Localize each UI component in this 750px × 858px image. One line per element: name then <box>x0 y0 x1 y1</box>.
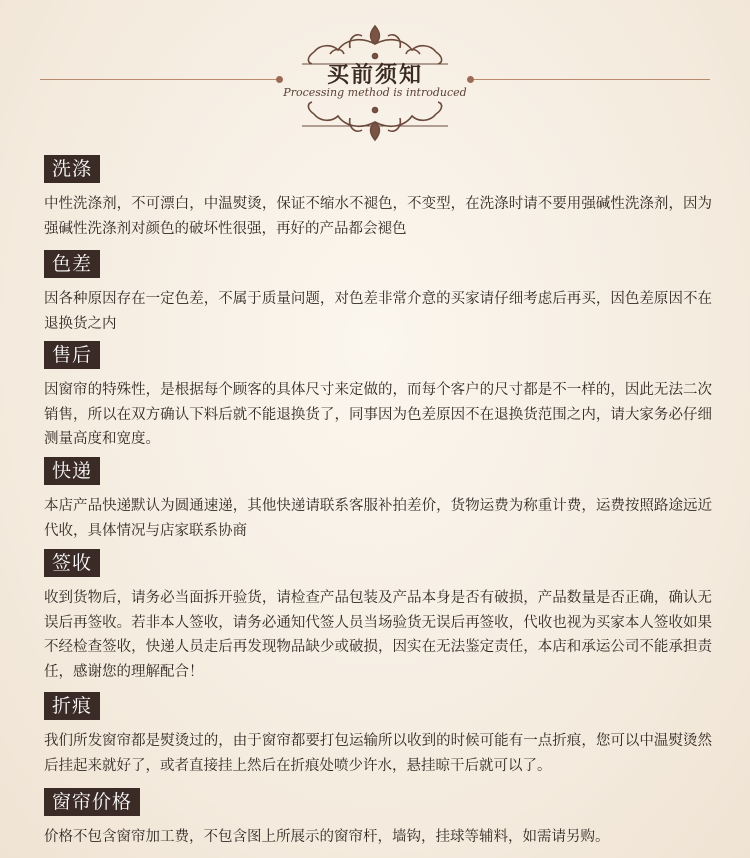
section-label: 售后 <box>44 341 100 369</box>
section-text: 因窗帘的特殊性，是根据每个顾客的具体尺寸来定做的，而每个客户的尺寸都是不一样的，因此无法二次销售，所以在双方确认下料后就不能退换货了，同事因为色差原因不在退换货范围之内，请大家务必仔细测量高度和宽度。 <box>44 382 712 447</box>
section-creases <box>44 692 712 778</box>
section-label: 色差 <box>44 250 100 278</box>
section-color-difference <box>44 250 712 336</box>
section-text: 因各种原因存在一定色差，不属于质量问题，对色差非常介意的买家请仔细考虑后再买，因色差原因不在退换货之内 <box>44 291 712 332</box>
section-label: 折痕 <box>44 692 100 720</box>
section-shipping <box>44 457 712 543</box>
section-text: 价格不包含窗帘加工费，不包含图上所展示的窗帘杆，墙钩，挂球等辅料，如需请另购。 <box>44 829 610 845</box>
section-text: 中性洗涤剂，不可漂白，中温熨烫，保证不缩水不褪色，不变型，在洗涤时请不要用强碱性洗涤剂，因为强碱性洗涤剂对颜色的破坏性很强，再好的产品都会褪色 <box>44 196 712 237</box>
page-subtitle: Processing method is introduced <box>283 86 467 99</box>
page-header <box>0 0 750 150</box>
section-text: 本店产品快递默认为圆通速递，其他快递请联系客服补拍差价，货物运费为称重计费，运费按照路途远近代收，具体情况与店家联系协商 <box>44 498 712 539</box>
section-washing <box>44 155 712 241</box>
page-title: 买前须知 <box>326 62 423 88</box>
section-text: 收到货物后，请务必当面拆开验货，请检查产品包装及产品本身是否有破损，产品数量是否正确，确认无误后再签收。若非本人签收，请务必通知代签人员当场验货无误后再签收，代收也视为买家本人签收如果不经检查签收，快递人员走后再发现物品缺少或破损，因实在无法鉴定责任，本店和承运公司不能承担责任，感谢您的理解配合！ <box>44 590 712 680</box>
section-receipt <box>44 549 712 684</box>
section-after-sales <box>44 341 712 452</box>
section-label: 洗涤 <box>44 155 100 183</box>
section-text: 我们所发窗帘都是熨烫过的，由于窗帘都要打包运输所以收到的时候可能有一点折痕，您可以中温熨烫然后挂起来就好了，或者直接挂上然后在折痕处喷少许水，悬挂晾干后就可以了。 <box>44 733 712 774</box>
section-curtain-price <box>44 788 712 850</box>
section-label: 签收 <box>44 549 100 577</box>
section-label: 快递 <box>44 457 100 485</box>
section-label: 窗帘价格 <box>44 788 140 816</box>
